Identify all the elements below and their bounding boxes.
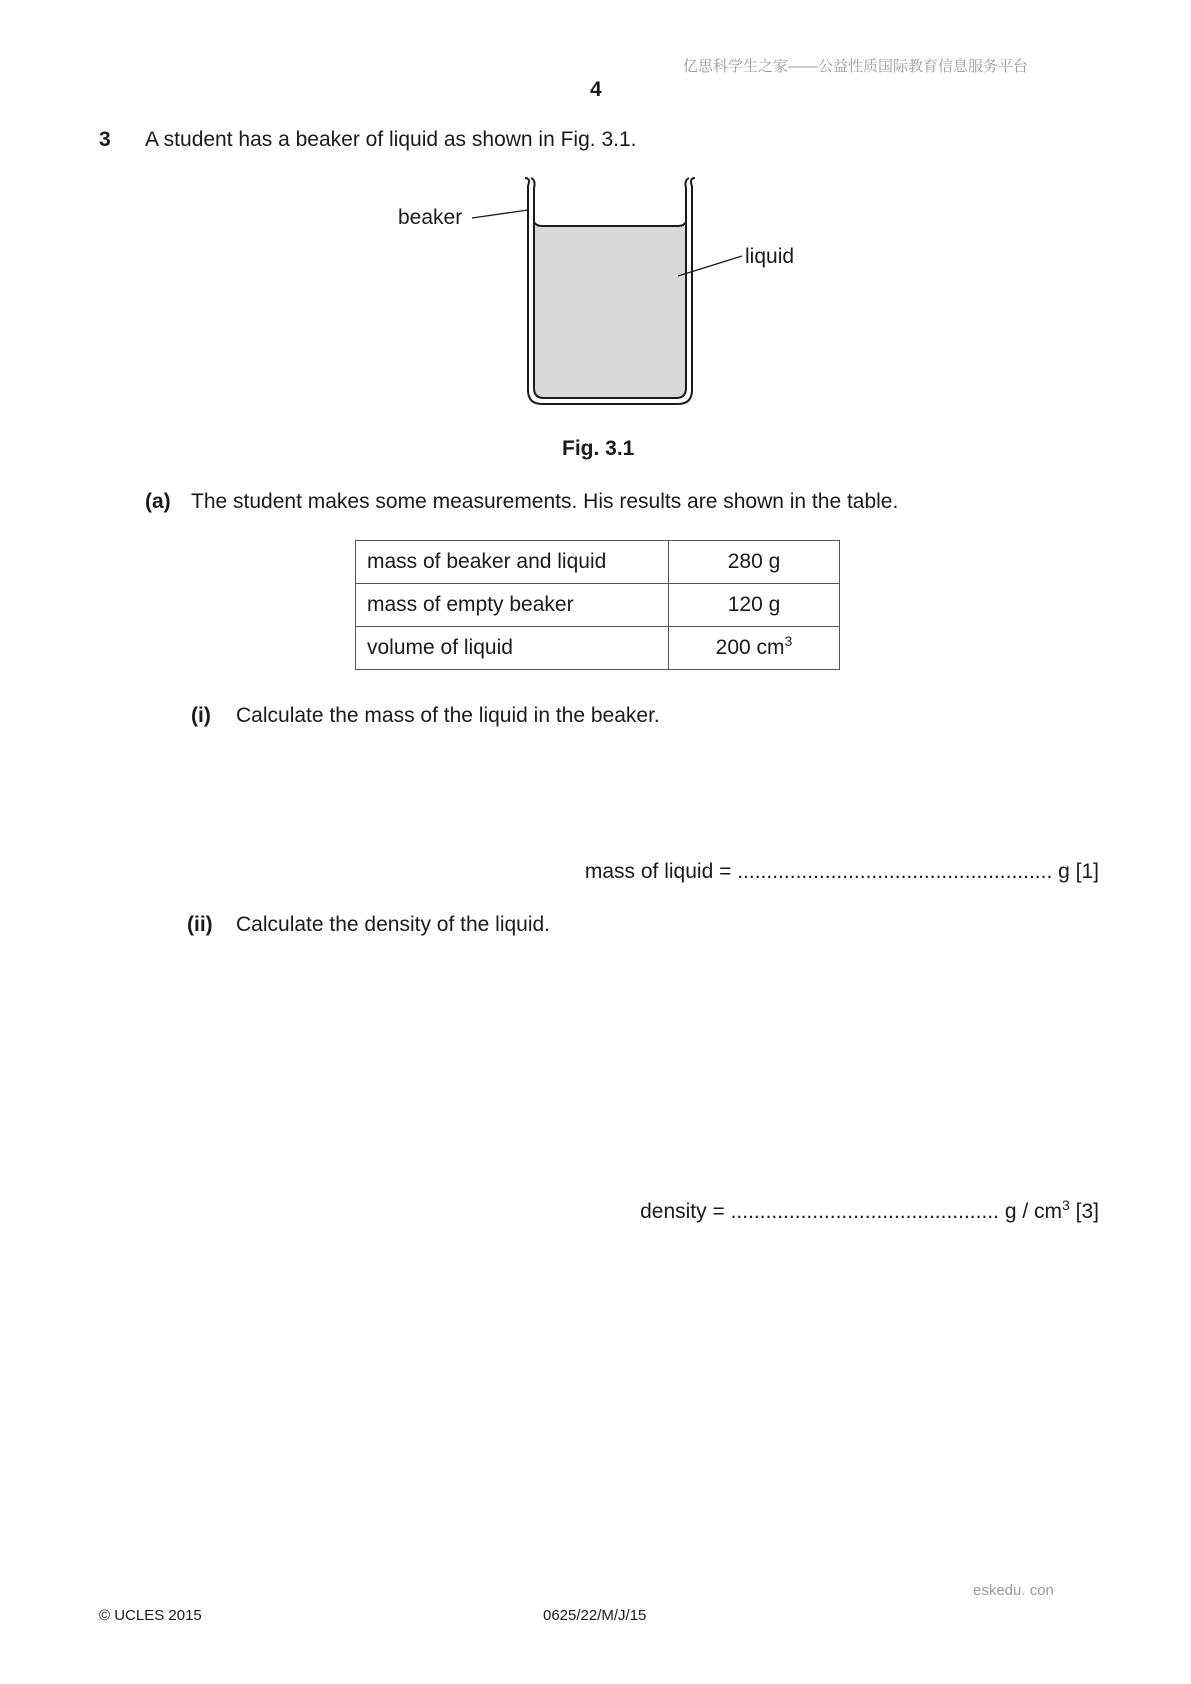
site-watermark: eskedu. con bbox=[973, 1582, 1054, 1599]
question-number: 3 bbox=[99, 128, 111, 151]
sub-i-text: Calculate the mass of the liquid in the beaker. bbox=[236, 704, 660, 727]
table-cell-quantity: mass of empty beaker bbox=[356, 584, 669, 627]
table-cell-value: 200 $cm^3$ bbox=[669, 627, 840, 670]
density-answer-marks: [3] bbox=[1075, 1200, 1099, 1223]
liquid-leader-line bbox=[678, 256, 742, 276]
liquid-fill bbox=[534, 226, 686, 398]
sub-ii-label: (ii) bbox=[187, 913, 213, 936]
question-stem: A student has a beaker of liquid as shown in Fig. 3.1. bbox=[145, 128, 637, 151]
table-row bbox=[356, 584, 840, 627]
table-cell-value: 120 g bbox=[669, 584, 840, 627]
mass-answer-line bbox=[585, 860, 1099, 884]
density-answer-line bbox=[640, 1197, 1099, 1224]
part-a-text: The student makes some measurements. His results are shown in the table. bbox=[191, 490, 899, 513]
liquid-surface bbox=[534, 222, 686, 226]
table-row bbox=[356, 627, 840, 670]
mass-answer-prefix: mass of liquid = bbox=[584, 860, 732, 883]
liquid-label: liquid bbox=[745, 245, 795, 268]
table-cell-value: 280 g bbox=[669, 541, 840, 584]
density-answer-prefix: density = bbox=[640, 1200, 725, 1223]
sub-i-label: (i) bbox=[191, 704, 211, 727]
table-cell-quantity: mass of beaker and liquid bbox=[356, 541, 669, 584]
results-table bbox=[355, 540, 840, 670]
beaker-leader-line bbox=[472, 210, 528, 218]
table-cell-quantity: volume of liquid bbox=[356, 627, 669, 670]
figure-caption: Fig. 3.1 bbox=[562, 437, 635, 460]
sub-ii-text: Calculate the density of the liquid. bbox=[236, 913, 551, 936]
unit-superscript: 3 bbox=[784, 633, 793, 649]
table-row bbox=[356, 541, 840, 584]
density-answer-unit: g / $cm^3$ bbox=[1004, 1197, 1070, 1223]
unit-superscript: 3 bbox=[1062, 1197, 1070, 1213]
part-a-label: (a) bbox=[145, 490, 171, 513]
page-number: 4 bbox=[590, 78, 602, 101]
copyright: © UCLES 2015 bbox=[99, 1607, 202, 1624]
paper-code: 0625/22/M/J/15 bbox=[543, 1607, 647, 1624]
mass-answer-space[interactable]: ...................................................... bbox=[737, 860, 1053, 883]
mass-answer-suffix: g [1] bbox=[1058, 860, 1099, 883]
watermark-text: 亿思科学生之家——公益性质国际教育信息服务平台 bbox=[683, 58, 1029, 75]
density-answer-space[interactable]: .............................................. bbox=[730, 1200, 999, 1223]
beaker-label: beaker bbox=[398, 206, 463, 229]
